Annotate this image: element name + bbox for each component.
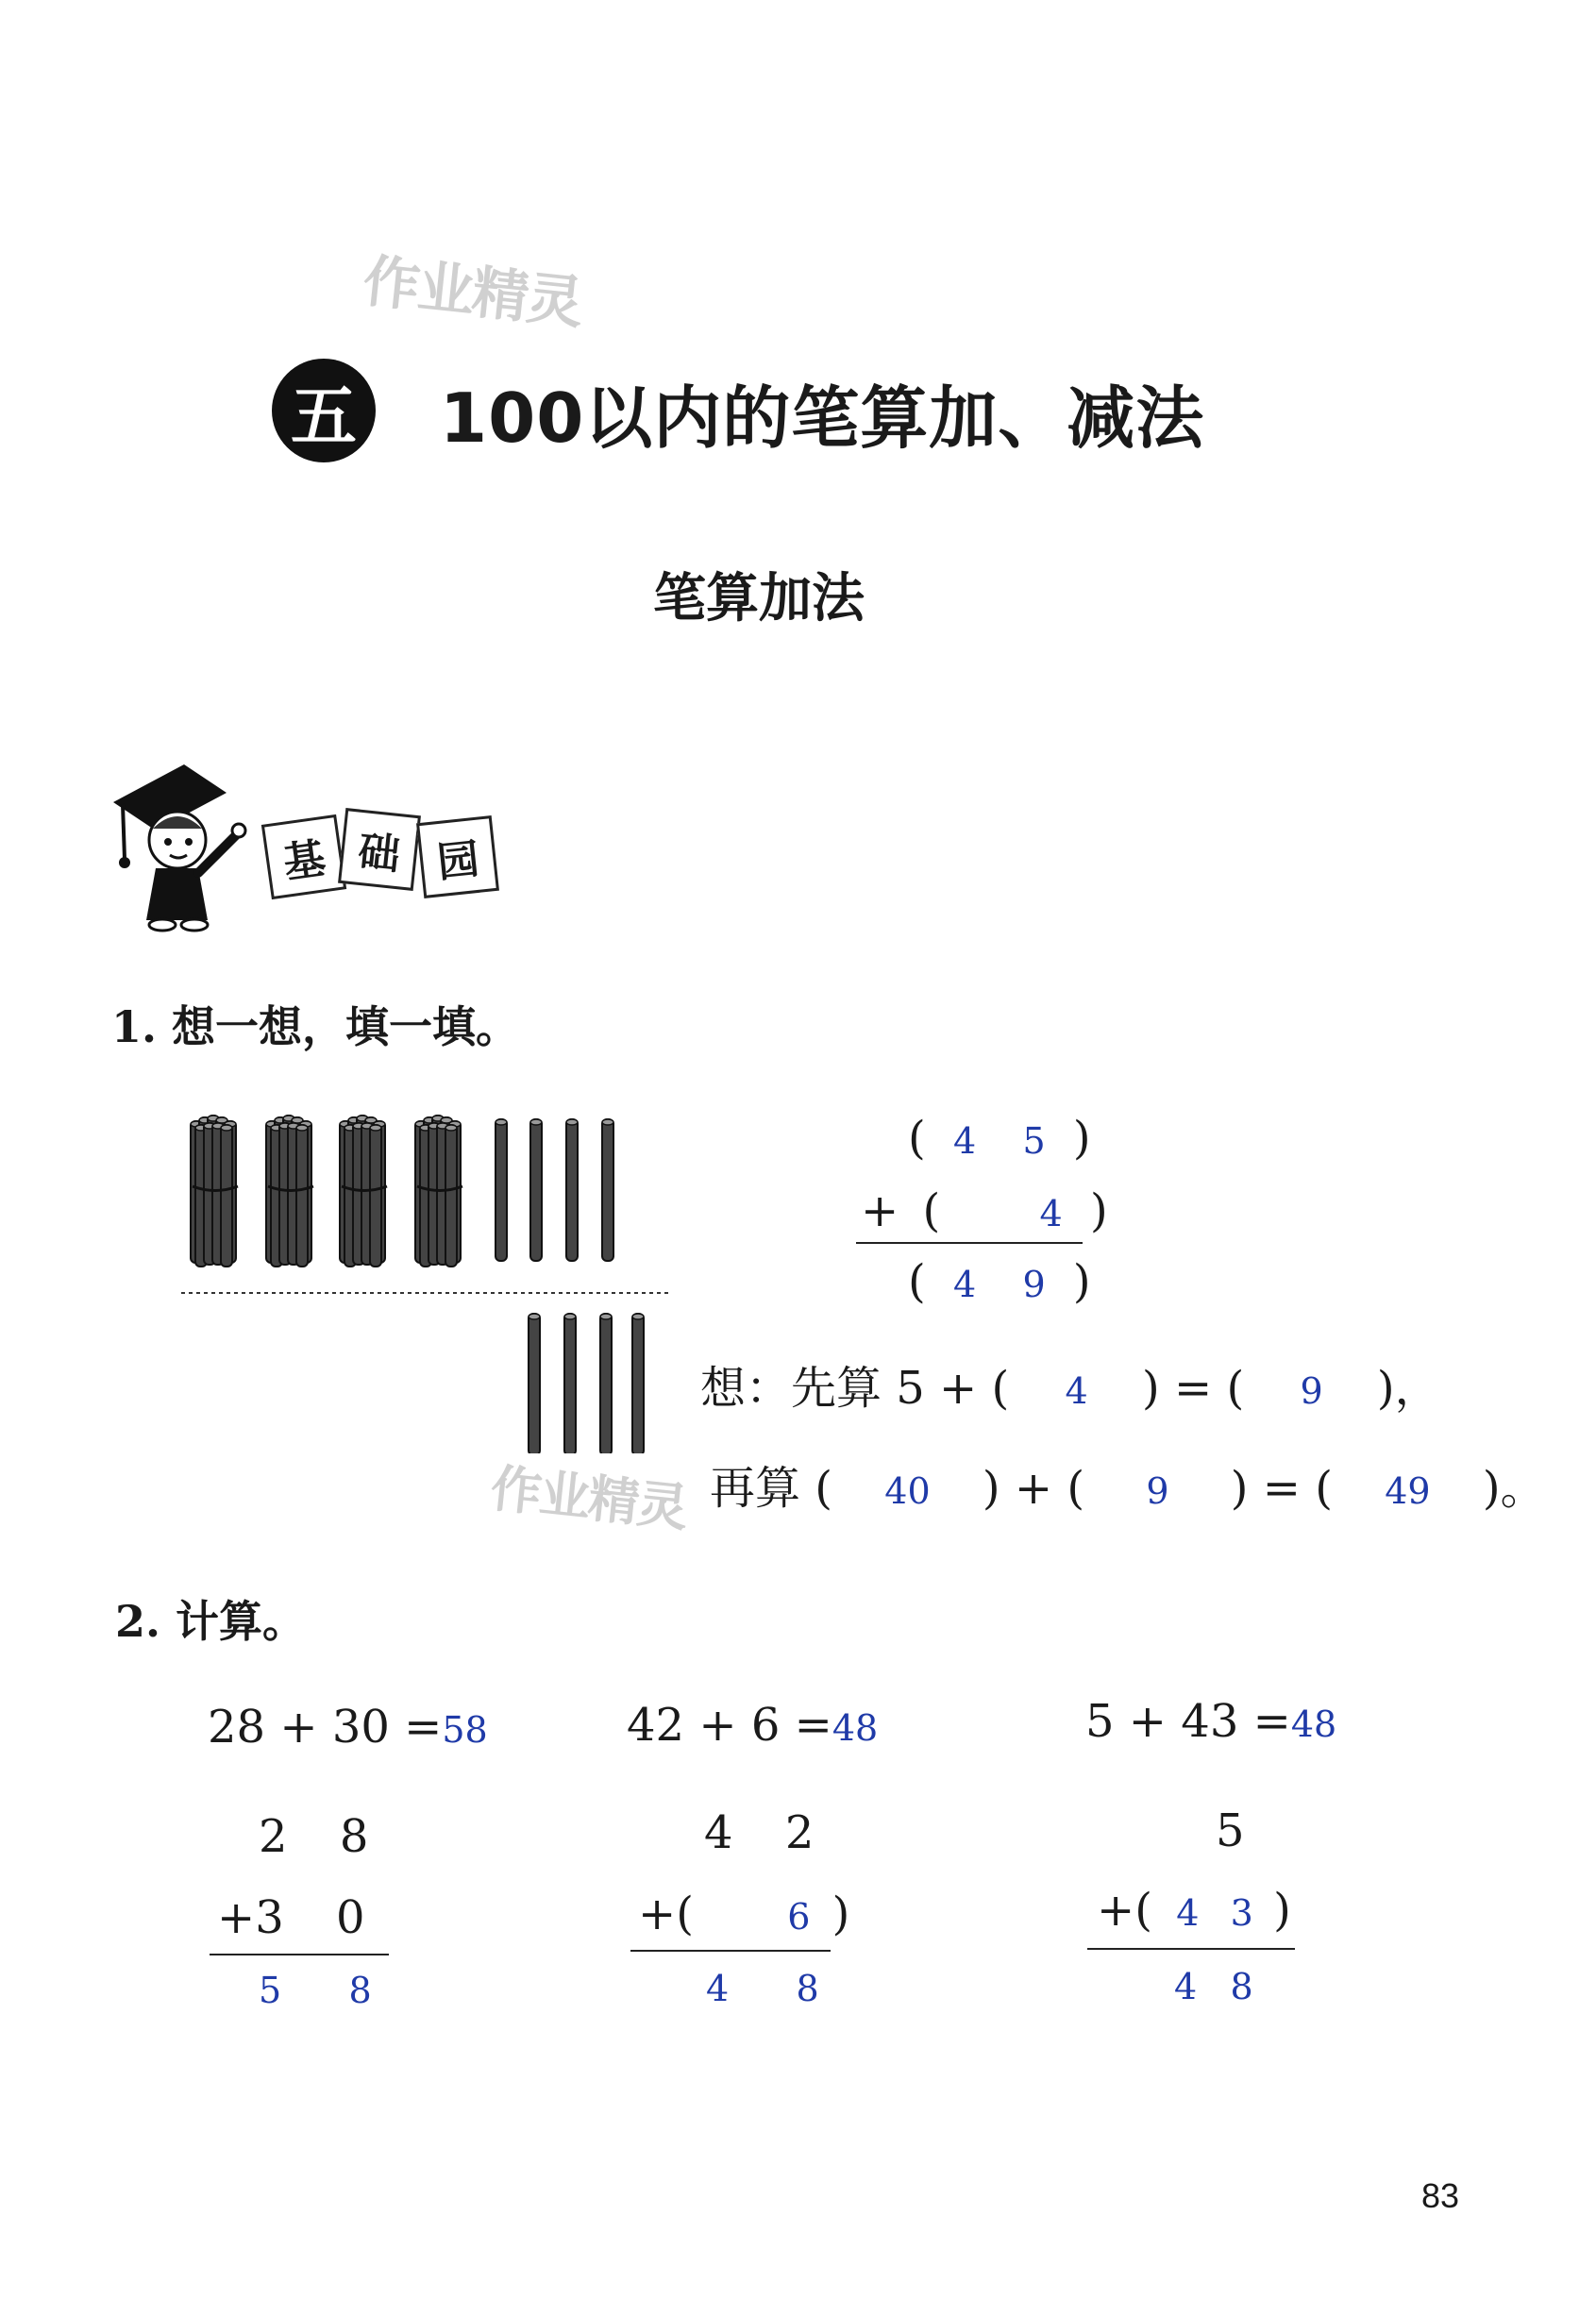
problem-3-line <box>1087 1948 1295 1950</box>
problem-2-expr: 42 + 6 = <box>627 1699 832 1752</box>
think-line-1-suffix: )， <box>1376 1362 1440 1415</box>
problem-1-top-row <box>259 1810 368 1863</box>
chapter-badge: 五 <box>272 359 376 462</box>
problem-2-plus-paren: +( <box>638 1888 694 1940</box>
badge-char-ji: 基 <box>261 814 346 899</box>
problem-2-top-d1: 4 <box>704 1806 733 1859</box>
think-line-2-answer-2: 9 <box>1146 1470 1169 1512</box>
think-line-1-prefix: 想：先算 5 + ( <box>700 1362 1010 1415</box>
think-line-1-answer-2: 9 <box>1300 1370 1323 1412</box>
think-line-2-mid-1: ) + ( <box>982 1462 1085 1515</box>
problem-2-result-d2: 8 <box>796 1968 819 2009</box>
question-2-title: 2. 计算。 <box>115 1596 307 1647</box>
vertical-r3-d2: 9 <box>1022 1264 1046 1305</box>
think-line-1 <box>700 1351 1440 1417</box>
think-line-2-answer-3: 49 <box>1385 1470 1431 1512</box>
page-number: 83 <box>1421 2176 1460 2215</box>
think-line-2 <box>710 1452 1546 1517</box>
problem-3-answer: 48 <box>1290 1703 1337 1745</box>
problem-3-plus-paren: +( <box>1097 1884 1152 1937</box>
problem-1-result-d2: 8 <box>348 1970 372 2011</box>
problem-2-second-answer: 6 <box>787 1896 811 1938</box>
problem-3-result <box>1174 1957 1253 2010</box>
vertical-sum-line <box>856 1242 1083 1244</box>
problem-1-result-d1: 5 <box>259 1970 282 2011</box>
badge-char-yuan: 园 <box>416 815 499 898</box>
problem-2-top-row <box>704 1806 814 1859</box>
problem-3-result-d2: 8 <box>1230 1966 1253 2007</box>
problem-2-paren-close: ) <box>832 1888 850 1940</box>
section-title: 笔算加法 <box>653 568 865 629</box>
think-line-1-mid: ) = ( <box>1141 1362 1245 1415</box>
vertical-row-2 <box>861 1184 1108 1237</box>
problem-1-top-d1: 2 <box>259 1810 288 1863</box>
problem-1-answer: 58 <box>442 1709 488 1751</box>
mascot-graduate-icon <box>104 736 274 934</box>
problem-1-second-d1: 3 <box>255 1891 284 1944</box>
question-1-title: 1. 想一想，填一填。 <box>111 1001 520 1052</box>
problem-1-top-d2: 8 <box>339 1810 369 1863</box>
badge-char-chu: 础 <box>338 808 421 891</box>
problem-1-result <box>259 1961 372 2014</box>
problem-2-expression <box>627 1699 878 1752</box>
problem-2-result <box>706 1959 819 2012</box>
problem-3-result-d1: 4 <box>1174 1966 1198 2007</box>
problem-1-line <box>210 1954 389 1955</box>
problem-1-expr: 28 + 30 = <box>208 1701 443 1754</box>
plus-sign: + <box>861 1184 899 1237</box>
problem-3-paren-close: ) <box>1273 1884 1291 1937</box>
vertical-r2-d2: 4 <box>1039 1193 1063 1234</box>
think-line-2-suffix: )。 <box>1482 1462 1546 1515</box>
think-line-2-answer-1: 40 <box>884 1470 931 1512</box>
problem-2-second-row <box>638 1888 849 1940</box>
watermark-middle: 作业精灵 <box>487 1458 690 1538</box>
problem-3-expression <box>1085 1695 1336 1748</box>
paren-close: ) <box>1072 1255 1091 1308</box>
problem-1-second-d2: 0 <box>336 1891 365 1944</box>
problem-3-top-row <box>1216 1804 1245 1857</box>
vertical-r1-d2: 5 <box>1022 1120 1046 1162</box>
problem-3-expr: 5 + 43 = <box>1085 1695 1291 1748</box>
problem-1-expression <box>208 1701 488 1754</box>
watermark-top: 作业精灵 <box>360 248 585 337</box>
problem-3-second-row <box>1097 1884 1291 1937</box>
vertical-row-3 <box>908 1255 1091 1308</box>
problem-2-answer: 48 <box>832 1707 879 1749</box>
chapter-title: 100以内的笔算加、减法 <box>440 378 1205 458</box>
sticks-illustration <box>179 1104 670 1453</box>
think-line-1-answer-1: 4 <box>1065 1370 1088 1412</box>
problem-2-top-d2: 2 <box>784 1806 815 1859</box>
paren-open: ( <box>908 1255 926 1308</box>
think-line-2-mid-2: ) = ( <box>1230 1462 1333 1515</box>
problem-3-second-answer-d1: 4 <box>1176 1892 1200 1934</box>
think-line-2-prefix: 再算 ( <box>710 1462 832 1515</box>
problem-2-result-d1: 4 <box>706 1968 730 2009</box>
problem-3-second-answer-d2: 3 <box>1230 1892 1253 1934</box>
problem-2-line <box>630 1950 831 1952</box>
problem-3-top-d1: 5 <box>1216 1804 1245 1857</box>
paren-open: ( <box>922 1184 941 1237</box>
vertical-r1-d1: 4 <box>953 1120 977 1162</box>
paren-close: ) <box>1072 1112 1091 1165</box>
problem-1-plus: + <box>217 1891 256 1944</box>
paren-open: ( <box>908 1112 926 1165</box>
vertical-r3-d1: 4 <box>953 1264 977 1305</box>
paren-close: ) <box>1089 1184 1108 1237</box>
vertical-row-1 <box>908 1112 1091 1165</box>
problem-1-second-row <box>217 1891 365 1944</box>
